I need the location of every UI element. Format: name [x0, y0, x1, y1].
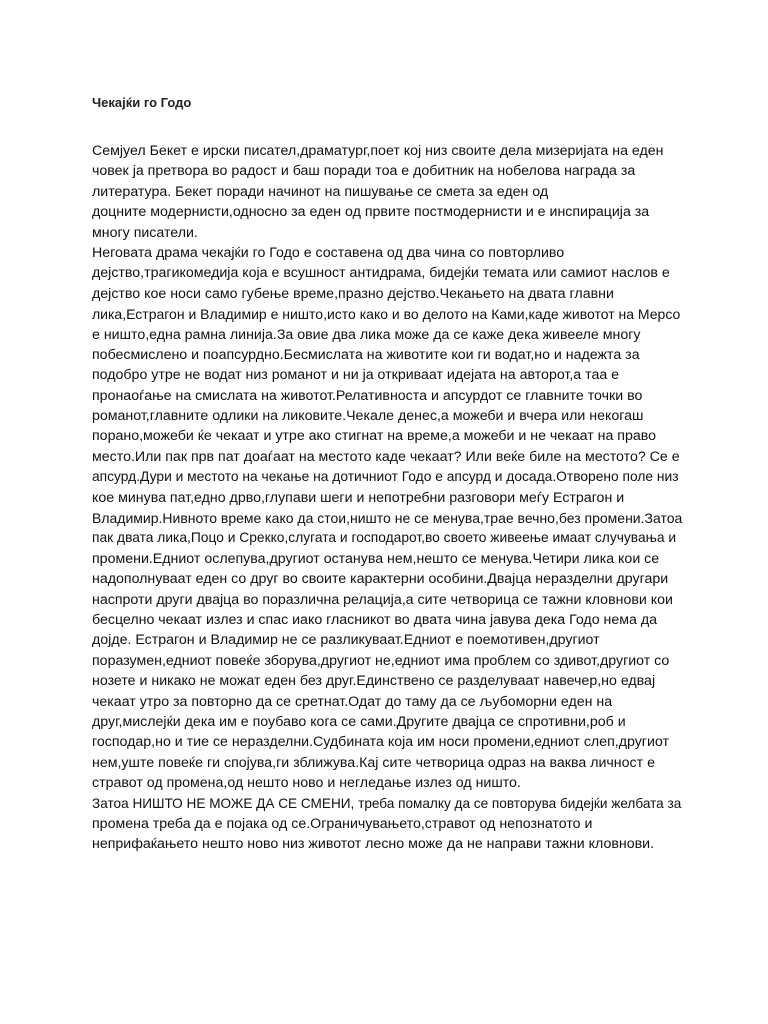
text-line: неприфаќањето нешто ново низ животот лесно може да не направи тажни кловнови.	[92, 836, 655, 853]
text-line: лика,Естрагон и Владимир е ништо,исто како и во делото на Ками,каде животот на Мерсо	[92, 306, 681, 323]
text-line: Семјуел Бекет е ирски писател,драматург,поет кој низ своите дела мизеријата на еден	[92, 143, 664, 159]
text-line: чекаат утро за повторно да се сретнат.Одат до таму да се љубоморни еден на	[92, 693, 613, 710]
text-line: Неговата драма чекајќи го Годо е составена од два чина со повторливо	[92, 244, 565, 261]
text-line: подобро утре не водат низ романот и ни ја откриваат идејата на авторот,а таа е	[92, 367, 620, 384]
text-line: доцните модернисти,односно за еден од првите постмодернисти и е инспирација за	[92, 204, 650, 221]
text-line: апсурд.Дури и местото на чекање на дотичниот Годо е апсурд и досада.Отворено поле низ	[92, 469, 679, 485]
text-line: човек ја претвора во радост и баш поради тоа е добитник на нобелова награда за	[92, 163, 636, 180]
text-line: дојде. Естрагон и Владимир не се разликуваат.Едниот е поемотивен,другиот	[92, 632, 600, 649]
text-line: нем,уште повеќе ги спојува,ги зближува.Кај сите четворица одраз на ваква личност е	[92, 754, 655, 771]
text-line: побесмислено и поапсурдно.Бесмислата на животите кои ги водат,но и надежта за	[92, 346, 640, 363]
text-line: промени.Едниот ослепува,другиот останува нем,нешто се менува.Четири лика кои се	[92, 550, 660, 567]
document-title: Чекајќи го Годо	[92, 95, 192, 110]
text-line: бесцелно чекаат излез и спас иако гласникот во двата чина јавува дека Годо нема да	[92, 611, 658, 628]
text-line: литература. Бекет поради начинот на пишување се смета за еден од	[92, 183, 549, 200]
text-line: поразумен,едниот повеќе зборува,другиот не,едниот има проблем со здивот,другиот со	[92, 652, 670, 669]
text-line: место.Или пак прв пат доаѓаат на местото каде чекаат? Или веќе биле на местото? Се е	[92, 448, 680, 465]
text-line: пак двата лика,Поцо и Срекко,слугата и господарот,во своето живеење имаат случувања и	[92, 530, 677, 546]
text-line: е ништо,една рамна линија.За овие два лика може да се каже дека живееле многу	[92, 326, 641, 343]
text-line: пронаоѓање на смислата на животот.Релативноста и апсурдот се главните точки во	[92, 387, 643, 404]
text-line: Владимир.Нивното време како да стои,ништо не се менува,трае вечно,без промени.Затоа	[92, 510, 683, 527]
text-line: романот,главните одлики на ликовите.Чекале денес,а можеби и вчера или некогаш	[92, 408, 644, 425]
document-body	[92, 141, 682, 855]
text-line: наспроти други двајца во поразлична релација,а сите четворица се тажни кловнови кои	[92, 591, 673, 608]
text-line: друг,мислејќи дека им е поубаво кога се сами.Другите двајца се спротивни,роб и	[92, 713, 626, 730]
text-line: Затоа НИШТО НЕ МОЖЕ ДА СЕ СМЕНИ, треба помалку да се повторува бидејќи желбата за	[92, 795, 682, 811]
text-line: стравот од промена,од нешто ново и негледање излез од ништо.	[92, 775, 521, 792]
text-line: кое минува пат,едно дрво,глупави шеги и непотребни разговори меѓу Естрагон и	[92, 489, 625, 506]
text-line: дејство,трагикомедија која е всушност антидрама, бидејќи темата или самиот наслов е	[92, 265, 670, 282]
text-line: многу писатели.	[92, 224, 198, 241]
text-line: нозете и никако не можат еден без друг.Единствено се разделуваат навечер,но едвај	[92, 673, 656, 690]
text-line: порано,можеби ќе чекаат и утре ако стигнат на време,а можеби и не чекаат на право	[92, 428, 657, 445]
text-line: господар,но и тие се неразделни.Судбината која им носи промени,едниот слеп,другиот	[92, 734, 669, 751]
text-line: дејство кое носи само губење време,празно дејство.Чекањето на двата главни	[92, 285, 614, 302]
text-line: промена треба да е појака од се.Ограничувањето,стравот од непознатото и	[92, 815, 593, 832]
text-line: надополнуваат еден со друг во своите карактерни особини.Двајца неразделни другари	[92, 571, 669, 588]
